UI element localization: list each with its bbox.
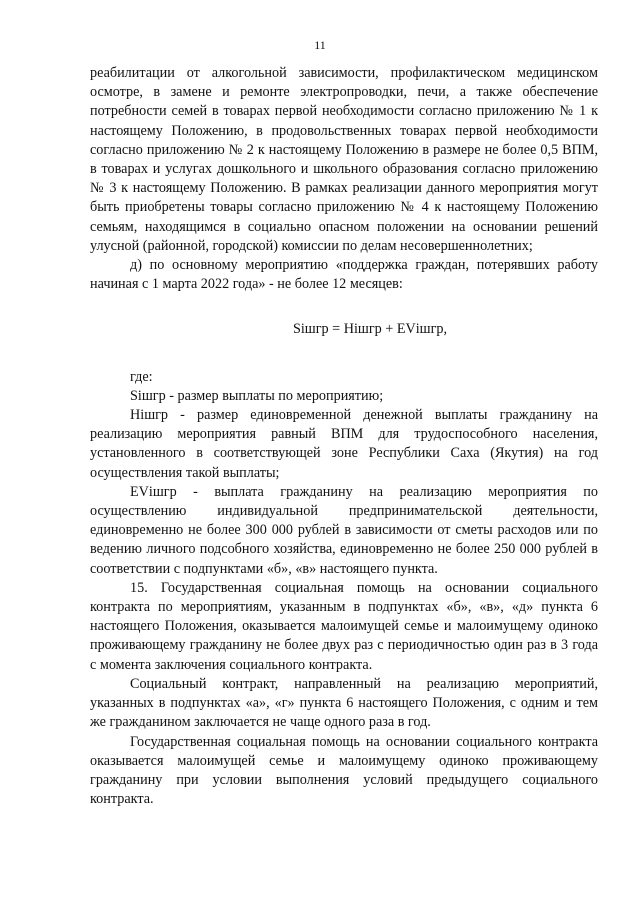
paragraph-subpoint-d: д) по основному мероприятию «поддержка граждан, потерявших работу начиная с 1 марта 2022 года» - не более 12 месяцев:: [90, 257, 598, 293]
paragraph-rehabilitation: реабилитации от алкогольной зависимости, профилактическом медицинском осмотре, в замене и ремонте электропроводки, печи, а также обеспечение потребности семей в товарах первой необходимости согласно приложению № 1 к настоящему Положению, в продовольственных товарах первой необходимости согласно приложению № 2 к настоящему Положению в размере не более 0,5 ВПМ, в товарах и услугах дошкольного и школьного образования согласно приложению № 3 к настоящему Положению. В рамках реализации данного мероприятия могут быть приобретены товары согласно приложению № 4 к настоящему Положению семьям, находящимся в социально опасном положении на основании решений улусной (районной, городской) комиссии по делам несовершеннолетних;: [90, 65, 598, 254]
formula: Sішгр = Hішгр + EVішгр,: [292, 321, 448, 338]
page-number: 11: [314, 38, 326, 52]
document-body: [90, 64, 598, 809]
definition-h: Hішгр - размер единовременной денежной выплаты гражданину на реализацию мероприятия равный ВПМ для трудоспособного населения, установленного в соответствующей зоне Республики Саха (Якутия) на год осуществления такой выплаты;: [90, 407, 598, 481]
paragraph-where: где:: [130, 368, 153, 385]
definition-s: Sішгр - размер выплаты по мероприятию;: [130, 387, 384, 404]
paragraph-point-15: 15. Государственная социальная помощь на основании социального контракта по мероприятиям, указанным в подпунктах «б», «в», «д» пункта 6 настоящего Положения, оказывается малоимущей семье и малоимущему одиноко проживающему гражданину не более двух раз с периодичностью один раз в 3 года с момента заключения социального контракта.: [90, 579, 598, 673]
paragraph-social-contract-frequency: Социальный контракт, направленный на реализацию мероприятий, указанных в подпунктах «а», «г» пункта 6 настоящего Положения, с одним и тем же гражданином заключается не чаще одного раза в год.: [90, 675, 598, 731]
definition-ev: EVішгр - выплата гражданину на реализацию мероприятия по осуществлению индивидуальной предпринимательской деятельности, единовременно не более 300 000 рублей в зависимости от сметы расходов или по ведению личного подсобного хозяйства, единовременно не более 250 000 рублей в соответствии с подпунктами «б», «в» настоящего пункта.: [90, 483, 598, 577]
paragraph-social-contract-condition: Государственная социальная помощь на основании социального контракта оказывается малоимущей семье и малоимущему одиноко проживающему гражданину при условии выполнения условий предыдущего социального контракта.: [90, 733, 598, 808]
